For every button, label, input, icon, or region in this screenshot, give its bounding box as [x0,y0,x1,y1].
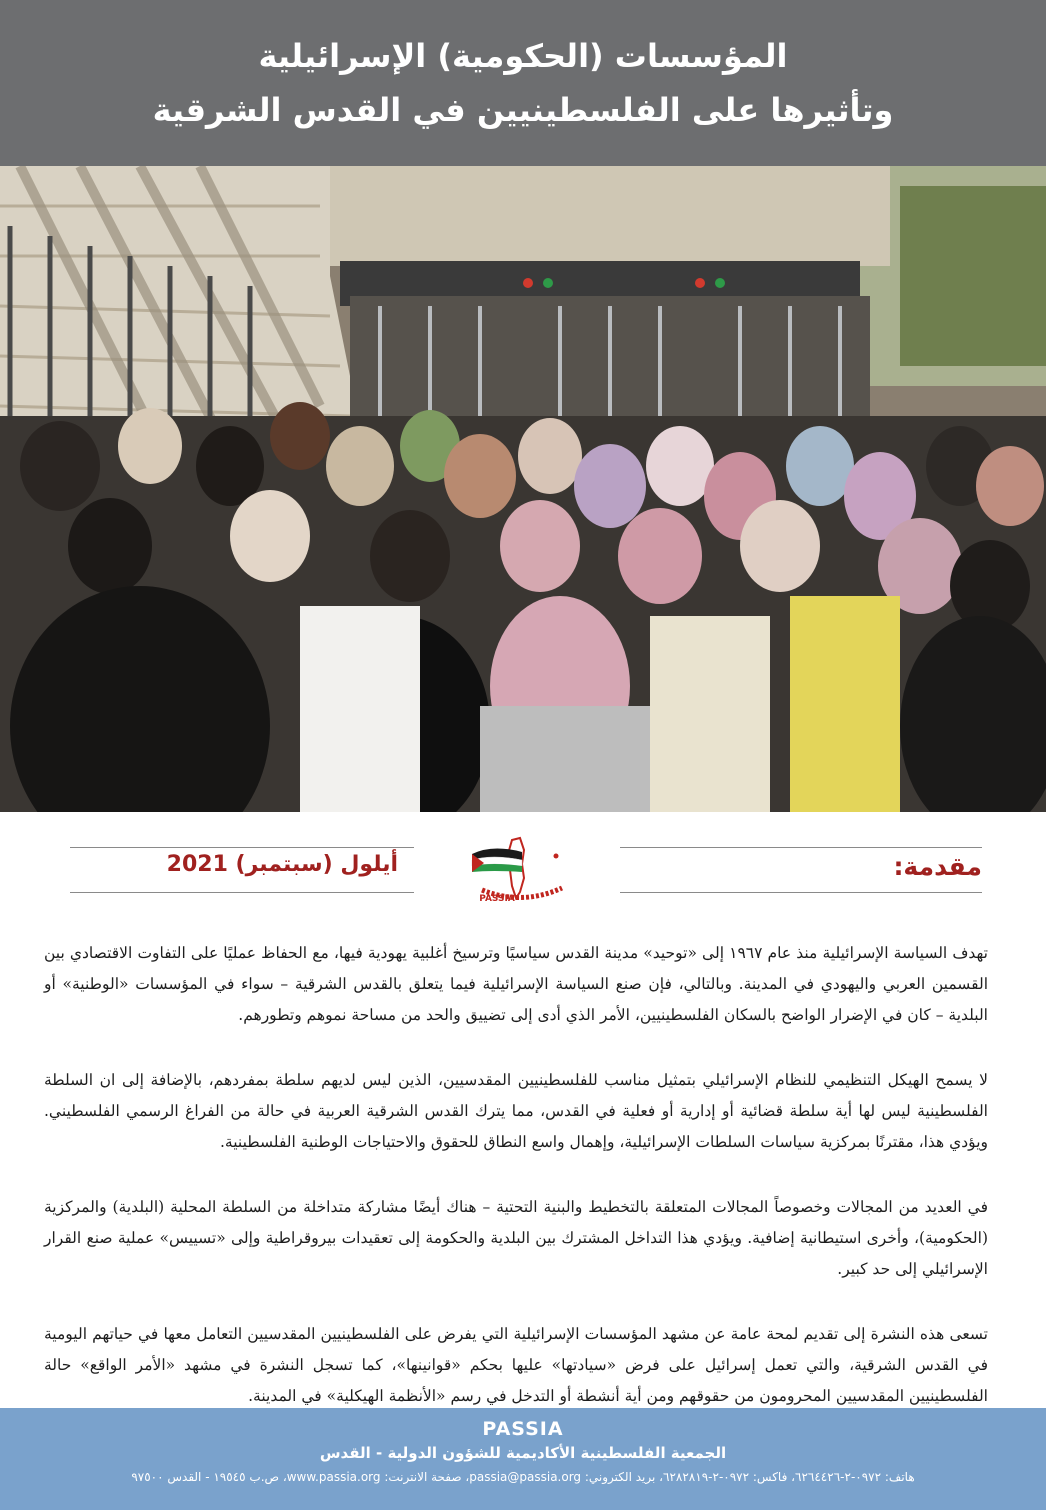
title-line-2: وتأثيرها على الفلسطينيين في القدس الشرقية [152,91,894,129]
article-body [44,938,988,1446]
divider-left-bottom [70,892,414,893]
footer-contact: هاتف: ٠٩٧٢-٢-٦٢٦٤٤٢٦، فاكس: ٠٩٧٢-٢-٦٢٨٢٨١٩، بريد الكتروني: passia@passia.org، صفحة الانترنت: www.passia.org، ص.ب ١٩٥٤٥ - القدس ٩٧٥٠٠ [131,1470,915,1484]
intro-heading: مقدمة: [893,852,982,881]
footer-arabic-name: الجمعية الفلسطينية الأكاديمية للشؤون الدولية - القدس [319,1444,727,1462]
footer-org: PASSIA [482,1418,564,1440]
footer [0,1408,1046,1510]
paragraph-3: في العديد من المجالات وخصوصاً المجالات المتعلقة بالتخطيط والبنية التحتية – هناك أيضًا مشاركة متداخلة من السلطة المحلية (البلدية) والمركزية (الحكومية)، وأخرى استيطانية إضافية. ويؤدي هذا التداخل المشترك بين البلدية والحكومة إلى تعقيدات بيروقراطية وإلى «تسييس» عملية صنع القرار الإسرائيلي إلى حد كبير. [44,1198,988,1278]
logo-text: PASSIA [479,894,515,904]
paragraph-2: لا يسمح الهيكل التنظيمي للنظام الإسرائيلي بتمثيل مناسب للفلسطينيين المقدسيين، الذين ليس لديهم سلطة بمفردهم، بالإضافة إلى ان السلطة الفلسطينية ليس لها أية سلطة قضائية أو إدارية أو فعلية في القدس، مما يترك القدس الشرقية العربية في حالة من الفراغ الرسمي الفلسطيني. ويؤدي هذا، مقترنًا بمركزية سياسات السلطات الإسرائيلية، وإهمال واسع النطاق للحقوق والاحتياجات الوطنية الفلسطينية. [44,1071,988,1151]
paragraph-1: تهدف السياسة الإسرائيلية منذ عام ١٩٦٧ إلى «توحيد» مدينة القدس سياسيًا وترسيخ أغلبية يهودية فيها، مع الحفاظ عمليًا على التفاوت الاقتصادي بين القسمين العربي واليهودي في المدينة. وبالتالي، فإن صنع السياسة الإسرائيلية فيما يتعلق بالقدس الشرقية – سواء في المؤسسات «الوطنية» أو البلدية – كان في الإضرار الواضح بالسكان الفلسطينيين، الأمر الذي أدى إلى تضييق والحد من مساحة نموهم وتطورهم. [44,944,988,1024]
divider-right-top [620,847,982,848]
cover-photo [0,166,1046,812]
meta-row [0,830,1046,910]
passia-logo [462,834,582,912]
title-banner [0,0,1046,166]
divider-right-bottom [620,892,982,893]
issue-date: أيلول (سبتمبر) 2021 [166,852,398,877]
title-line-1: المؤسسات (الحكومية) الإسرائيلية [258,37,788,75]
paragraph-4: تسعى هذه النشرة إلى تقديم لمحة عامة عن مشهد المؤسسات الإسرائيلية التي يفرض على الفلسطينيين المقدسيين التعامل معها في حياتهم اليومية في القدس الشرقية، والتي تعمل إسرائيل على فرض «سيادتها» عليها بحكم «قوانينها»، كما تسجل النشرة في مشهد «الأمر الواقع» حالة الفلسطينيين المقدسيين المحرومون من حقوقهم ومن أية أنشطة أو التدخل في رسم «الأنظمة الهيكلية» في المدينة. [44,1325,988,1405]
divider-left-top [70,847,414,848]
